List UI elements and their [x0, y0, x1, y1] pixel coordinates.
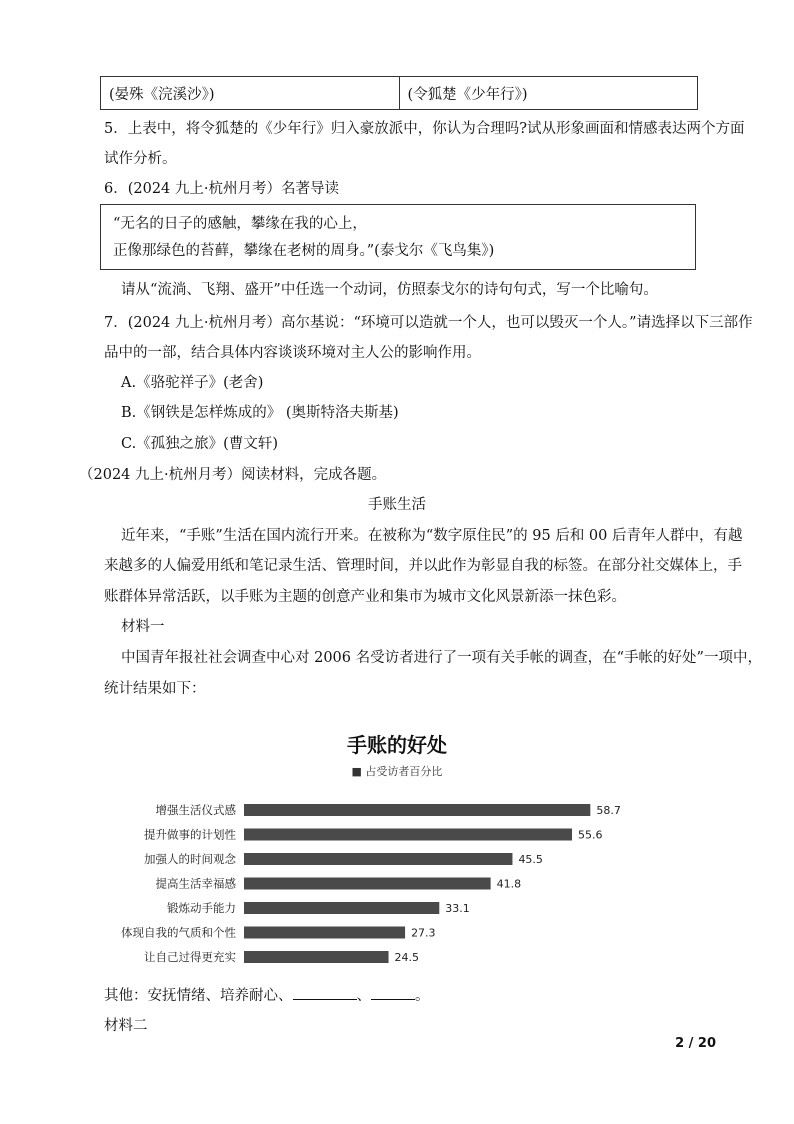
q7-option-a: A.《骆驼祥子》(老舍): [121, 375, 264, 391]
q5-line1: 5．上表中，将令狐楚的《少年行》归入豪放派中，你认为合理吗?试从形象画面和情感表达两个方面: [104, 121, 745, 137]
bar-category-label: 让自己过得更充实: [144, 950, 236, 964]
bar: [244, 829, 572, 841]
material-two-heading: 材料二: [104, 1018, 148, 1034]
poem-table: [100, 76, 698, 110]
quote-box: [100, 204, 696, 270]
q7-option-b: B.《钢铁是怎样炼成的》 (奥斯特洛夫斯基): [121, 405, 399, 421]
bar: [244, 853, 512, 865]
bar-value-label: 41.8: [496, 877, 522, 891]
bar-value-label: 55.6: [578, 828, 603, 842]
bar-category-label: 体现自我的气质和个性: [121, 925, 236, 940]
bar: [244, 902, 439, 914]
bar-value-label: 58.7: [596, 804, 621, 817]
bar: [244, 927, 405, 939]
bar-category-label: 提高生活幸福感: [155, 876, 236, 891]
q7-option-c: C.《孤独之旅》(曹文轩): [121, 436, 278, 452]
bar: [244, 951, 389, 963]
others-end: 。: [415, 988, 430, 1004]
bar: [244, 878, 491, 890]
bar-value-label: 27.3: [411, 926, 436, 940]
q7-line2: 品中的一部，结合具体内容谈谈环境对主人公的影响作用。: [104, 345, 481, 361]
q6-task: 请从“流淌、飞翔、盛开”中任选一个动词，仿照泰戈尔的诗句句式，写一个比喻句。: [121, 282, 658, 298]
chart-legend: ■ 占受访者百分比: [351, 765, 443, 778]
paragraph-line: 账群体异常活跃，以手账为主题的创意产业和集市为城市文化风景新添一抹色彩。: [104, 589, 626, 605]
bar-value-label: 45.5: [518, 853, 543, 866]
others-sep: 、: [356, 988, 371, 1004]
page-number: 2 / 20: [675, 1036, 716, 1051]
bar-category-label: 加强人的时间观念: [144, 852, 236, 866]
bar-category-label: 锻炼动手能力: [167, 901, 236, 915]
bar: [244, 804, 590, 816]
quote-line2: 正像那绿色的苔藓，攀缘在老树的周身。”(泰戈尔《飞鸟集》): [113, 243, 495, 259]
chart-title: 手账的好处: [347, 733, 447, 757]
blank-2[interactable]: [371, 985, 415, 1000]
paragraph-line: 近年来，“手账”生活在国内流行开来。在被称为“数字原住民”的 95 后和 00 后青年人群中，有越: [121, 528, 743, 544]
paragraph-line: 来越多的人偏爱用纸和笔记录生活、管理时间，并以此作为彰显自我的标签。在部分社交媒体上，手: [104, 558, 742, 574]
bar-value-label: 24.5: [394, 951, 420, 964]
blank-1[interactable]: [293, 985, 357, 1000]
q7-line1: 7．(2024 九上·杭州月考）高尔基说：“环境可以造就一个人，也可以毁灭一个人。”请选择以下三部作: [104, 315, 753, 331]
q6-heading: 6．(2024 九上·杭州月考）名著导读: [104, 181, 340, 197]
article-title: 手账生活: [368, 497, 426, 513]
q5-line2: 试作分析。: [104, 151, 177, 167]
table-cell-right: (令狐楚《少年行》): [399, 77, 698, 109]
material-one-heading: 材料一: [121, 619, 165, 635]
material-one-line2: 统计结果如下：: [104, 681, 206, 697]
bar-category-label: 提升做事的计划性: [144, 827, 236, 842]
table-cell-left: (晏殊《浣溪沙》): [109, 86, 215, 103]
others-line: [104, 985, 430, 1006]
material-one-line1: 中国青年报社社会调查中心对 2006 名受访者进行了一项有关手帐的调查，在“手帐的好处”一项中，: [121, 650, 762, 666]
bar-value-label: 33.1: [445, 902, 470, 915]
quote-line1: “无名的日子的感触，攀缘在我的心上，: [113, 216, 367, 232]
reading-intro: （2024 九上·杭州月考）阅读材料，完成各题。: [79, 467, 387, 483]
bar-chart: [0, 790, 794, 975]
bar-category-label: 增强生活仪式感: [155, 803, 236, 817]
others-prefix: 其他：安抚情绪、培养耐心、: [104, 988, 293, 1004]
